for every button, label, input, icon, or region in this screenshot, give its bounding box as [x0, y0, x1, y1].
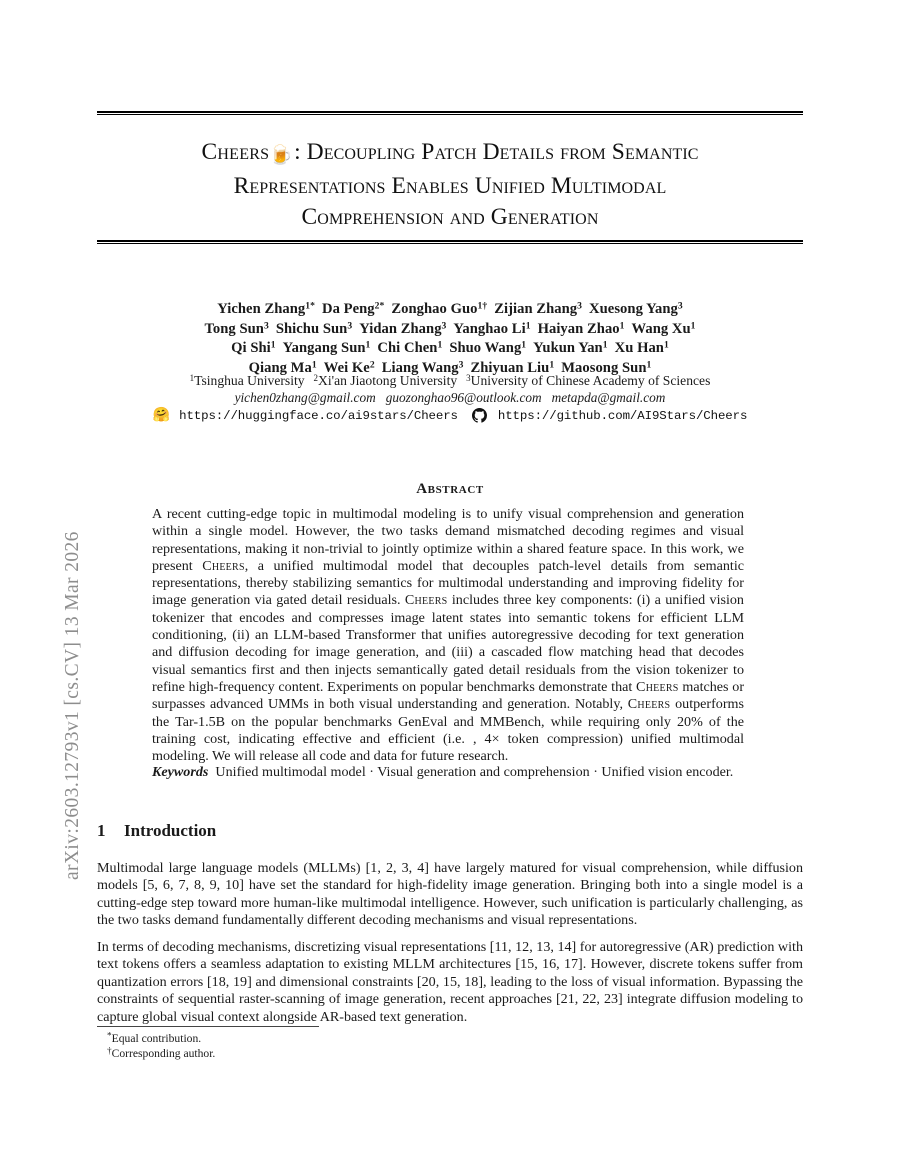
- affiliation-marker: 1: [189, 372, 195, 383]
- section-number: 1: [97, 821, 106, 840]
- huggingface-url[interactable]: https://huggingface.co/ai9stars/Cheers: [179, 408, 458, 423]
- title-rule-top: [97, 111, 803, 115]
- author-affiliation-marker: 1: [521, 339, 527, 351]
- author-name: Shuo Wang$^1$: [449, 339, 527, 357]
- author-affiliation-marker: 3: [441, 320, 447, 332]
- author-line: [111, 339, 789, 359]
- model-name: Cheers: [627, 696, 671, 713]
- resource-links: [111, 408, 789, 423]
- title-line-1: [111, 137, 789, 171]
- footnote-marker: †: [107, 1045, 112, 1056]
- intro-paragraph: In terms of decoding mechanisms, discretizing visual representations [11, 12, 13, 14] for autoregressive (AR) prediction with text tokens offers a seamless adaptation to existing MLLM architectures [15, 16, 17]. However, discrete tokens suffer from quantization errors [18, 19] and dimensional constraints [20, 15, 18], leading to the loss of visual information. Bypassing the constraints of sequential raster-scanning of image generation, recent approaches [21, 22, 23] integrate diffusion modeling to capture global visual context alongside AR-based text generation.: [97, 939, 803, 1025]
- affiliation-list: [111, 372, 789, 390]
- author-name: Liang Wang$^3$: [381, 359, 464, 376]
- affiliation-marker: 3: [466, 372, 471, 383]
- affiliation-name: Tsinghua University: [194, 373, 305, 388]
- author-affiliation-marker: 1*: [305, 300, 315, 312]
- footnote-text: Equal contribution.: [111, 1032, 202, 1045]
- title-line-3: Comprehension and Generation: [301, 204, 599, 230]
- author-affiliation-marker: 1: [311, 359, 317, 371]
- author-affiliation-marker: 3: [677, 300, 683, 312]
- author-affiliation-marker: 1: [365, 339, 371, 351]
- github-url[interactable]: https://github.com/AI9Stars/Cheers: [497, 408, 748, 423]
- author-name: Da Peng$^{2*}$: [322, 300, 385, 317]
- author-affiliation-marker: 3: [263, 320, 269, 332]
- github-icon: [472, 408, 487, 423]
- github-link[interactable]: [458, 408, 747, 423]
- abstract-text: A recent cutting-edge topic in multimodal modeling is to unify visual comprehension and generation within a single model. However, the two tasks demand mismatched decoding regimes and visual representations, making it non-trivial to jointly optimize within a shared feature space. In this work, we present: [152, 506, 744, 574]
- author-name: Shichu Sun$^3$: [275, 320, 353, 337]
- page-title: [111, 137, 789, 233]
- paper-page: [97, 0, 803, 1165]
- abstract-body: [152, 506, 744, 765]
- author-email[interactable]: guozonghao96@outlook.com: [385, 390, 542, 405]
- author-name: Qiang Ma$^1$: [248, 359, 317, 376]
- beer-mug-icon: 🍺: [269, 145, 294, 166]
- author-affiliation-marker: 1: [437, 339, 443, 351]
- title-line-1-rest: : Decoupling Patch Details from Semantic: [294, 139, 699, 165]
- affiliation-item: [314, 373, 458, 388]
- keywords-label: Keywords: [152, 764, 209, 780]
- author-affiliation-marker: 3: [577, 300, 583, 312]
- author-affiliation-marker: 1: [525, 320, 531, 332]
- abstract-text: , a unified multimodal model that decouples patch-level details from semantic representations, thereby stabilizing semantics for multimodal understanding and improving fidelity for image generation via gated detail residuals.: [152, 557, 744, 609]
- author-name: Yichen Zhang$^{1*}$: [217, 300, 315, 317]
- arxiv-stamp-text: arXiv:2603.12793v1 [cs.CV] 13 Mar 2026: [62, 531, 83, 880]
- affiliation-item: [466, 373, 710, 388]
- affiliation-name: University of Chinese Academy of Sciences: [470, 373, 711, 388]
- author-affiliation-marker: 1: [602, 339, 608, 351]
- footnote-list: [107, 1032, 607, 1061]
- author-line: [111, 320, 789, 340]
- section-title: Introduction: [124, 821, 217, 840]
- author-name: Yanghao Li$^1$: [453, 320, 531, 337]
- model-name: Cheers: [404, 592, 448, 609]
- author-affiliation-marker: 1: [663, 339, 669, 351]
- author-name: Xuesong Yang$^3$: [589, 300, 683, 317]
- footnote-item: [107, 1047, 607, 1062]
- footnote-marker: *: [107, 1031, 112, 1042]
- author-affiliation-marker: 1: [690, 320, 696, 332]
- author-list: [111, 300, 789, 378]
- author-affiliation-marker: 2: [369, 359, 375, 371]
- author-affiliation-marker: 1†: [477, 300, 488, 312]
- arxiv-stamp: [0, 0, 90, 1165]
- section-heading: [97, 821, 803, 841]
- intro-paragraph: Multimodal large language models (MLLMs) [1, 2, 3, 4] have largely matured for visual comprehension, while diffusion models [5, 6, 7, 8, 9, 10] have set the standard for high-fidelity image generation. Bringing both into a single model is a cutting-edge step toward more human-like multimodal intelligence. However, such unification is particularly challenging, as the two tasks demand fundamentally different decoding mechanisms and visual representations.: [97, 860, 803, 929]
- model-name: Cheers: [636, 678, 679, 695]
- keywords-value: Unified multimodal model · Visual generation and comprehension · Unified vision encoder.: [215, 764, 734, 780]
- author-name: Yangang Sun$^1$: [282, 339, 371, 357]
- hugging-face-icon: 🤗: [152, 407, 171, 423]
- author-name: Qi Shi$^1$: [231, 339, 276, 357]
- affiliation-item: [190, 373, 305, 388]
- author-affiliation-marker: 3: [458, 359, 464, 371]
- abstract-text: outperforms the Tar-1.5B on the popular benchmarks GenEval and MMBench, while requiring only 20% of the training cost, indicating effective and efficient (i.e. , 4× token compression) unified multimodal modeling. We will release all code and data for future research.: [152, 696, 744, 765]
- author-name: Zhiyuan Liu$^1$: [470, 359, 555, 376]
- author-affiliation-marker: 1: [646, 359, 652, 371]
- author-name: Chi Chen$^1$: [377, 339, 443, 357]
- author-affiliation-marker: 1: [270, 339, 276, 351]
- title-word-cheers: Cheers: [201, 139, 270, 165]
- title-rule-bottom: [97, 240, 803, 244]
- footnote-text: Corresponding author.: [111, 1046, 216, 1060]
- author-affiliation-marker: 3: [347, 320, 353, 332]
- author-name: Maosong Sun$^1$: [561, 359, 652, 376]
- author-name: Haiyan Zhao$^1$: [537, 320, 625, 337]
- affiliation-name: Xi'an Jiaotong University: [318, 373, 458, 388]
- author-name: Tong Sun$^3$: [204, 320, 269, 337]
- author-name: Wang Xu$^1$: [631, 320, 696, 337]
- affiliation-marker: 2: [313, 372, 319, 383]
- abstract-text: matches or surpasses advanced UMMs in both visual understanding and generation. Notably,: [152, 678, 745, 713]
- model-name: Cheers: [202, 557, 245, 574]
- author-affiliation-marker: 1: [549, 359, 555, 371]
- abstract-heading: Abstract: [416, 481, 484, 497]
- author-name: Xu Han$^1$: [614, 339, 669, 357]
- keywords-line: [152, 764, 744, 781]
- author-email[interactable]: metapda@gmail.com: [551, 390, 666, 405]
- author-name: Zijian Zhang$^3$: [494, 300, 583, 317]
- author-name: Yukun Yan$^1$: [533, 339, 608, 357]
- huggingface-link[interactable]: [153, 409, 458, 423]
- author-name: Yidan Zhang$^3$: [359, 320, 447, 337]
- email-list: [111, 389, 789, 406]
- footnote-divider: [97, 1026, 319, 1027]
- author-affiliation-marker: 1: [619, 320, 625, 332]
- title-line-2: Representations Enables Unified Multimodal: [233, 173, 667, 199]
- author-line: [111, 300, 789, 320]
- author-affiliation-marker: 2*: [374, 300, 385, 312]
- author-name: Zonghao Guo$^{1\dagger}$: [391, 300, 488, 317]
- author-email[interactable]: yichen0zhang@gmail.com: [234, 390, 376, 405]
- author-name: Wei Ke$^2$: [323, 359, 375, 376]
- abstract-text: includes three key components: (i) a unified vision tokenizer that encodes and compresses image latent states into semantic tokens for efficient LLM conditioning, (ii) an LLM-based Transformer that unifies autoregressive decoding for text generation and diffusion decoding for image generation, and (iii) a cascaded flow matching head that decodes visual semantics first and then injects semantically gated detail residuals from the vision tokenizer to refine high-frequency content. Experiments on popular benchmarks demonstrate that: [152, 592, 744, 695]
- footnote-item: [107, 1032, 607, 1047]
